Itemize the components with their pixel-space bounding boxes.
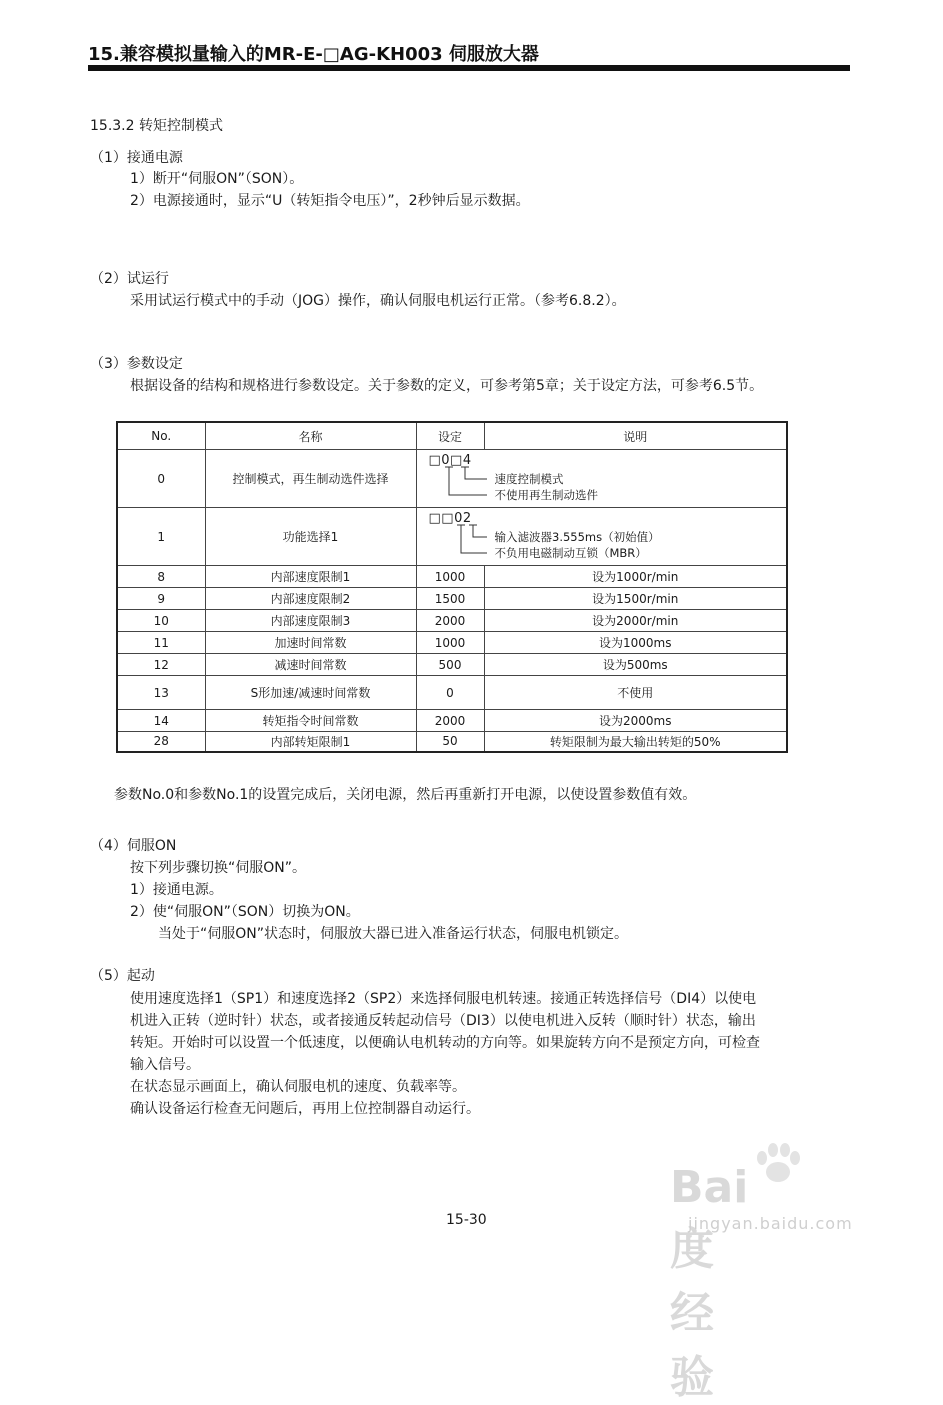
parameter-table: [116, 421, 788, 753]
cell-desc: 转矩限制为最大输出转矩的50%: [484, 732, 787, 752]
s4-subline: 当处于“伺服ON”状态时，伺服放大器已进入准备运行状态，伺服电机锁定。: [158, 926, 628, 942]
desc-line-2: 不使用再生制动选件: [494, 487, 598, 502]
table-note: 参数No.0和参数No.1的设置完成后，关闭电源，然后再重新打开电源，以使设置参数值有效。: [114, 787, 697, 803]
table-row: [117, 732, 787, 752]
s4-line-2: 1）接通电源。: [130, 882, 223, 898]
cell-name: 控制模式，再生制动选件选择: [205, 450, 416, 508]
s2-heading: （2）试运行: [90, 271, 169, 287]
cell-name: 功能选择1: [205, 508, 416, 566]
s5-line-3: 转矩。开始时可以设置一个低速度，以便确认电机转动的方向等。如果旋转方向不是预定方向，可检查: [130, 1035, 760, 1051]
cell-no: 0: [117, 450, 205, 508]
cell-desc: 设为1000ms: [484, 632, 787, 654]
cell-setting: 1000: [416, 566, 484, 588]
desc-line-2: 不负用电磁制动互锁（MBR）: [494, 545, 647, 560]
cell-no: 28: [117, 732, 205, 752]
s3-line-1: 根据设备的结构和规格进行参数设定。关于参数的定义，可参考第5章；关于设定方法，可参考6.5节。: [130, 378, 764, 394]
cell-desc: 设为1000r/min: [484, 566, 787, 588]
cell-setting: 50: [416, 732, 484, 752]
cell-no: 9: [117, 588, 205, 610]
cell-desc: 设为2000r/min: [484, 610, 787, 632]
cell-no: 14: [117, 710, 205, 732]
cell-name: S形加速/减速时间常数: [205, 676, 416, 710]
watermark-brand: Bai度经验: [670, 1162, 749, 1403]
s4-line-1: 按下列步骤切换“伺服ON”。: [130, 860, 306, 876]
cell-setting-diagram: [416, 450, 787, 508]
cell-desc: 设为500ms: [484, 654, 787, 676]
cell-setting: 0: [416, 676, 484, 710]
cell-no: 13: [117, 676, 205, 710]
s5-line-6: 确认设备运行检查无问题后，再用上位控制器自动运行。: [130, 1101, 480, 1117]
header-rule: [88, 65, 850, 71]
cell-no: 8: [117, 566, 205, 588]
s5-line-5: 在状态显示画面上，确认伺服电机的速度、负载率等。: [130, 1079, 466, 1095]
setting-code: □0□4: [428, 452, 472, 468]
cell-setting: 2000: [416, 610, 484, 632]
s1-heading: （1）接通电源: [90, 150, 183, 166]
s5-line-4: 输入信号。: [130, 1057, 200, 1073]
s4-line-3: 2）使“伺服ON”（SON）切换为ON。: [130, 904, 360, 920]
table-row: [117, 566, 787, 588]
bit-diagram: [417, 451, 787, 507]
cell-setting-diagram: [416, 508, 787, 566]
s5-line-2: 机进入正转（逆时针）状态，或者接通反转起动信号（DI3）以使电机进入反转（顺时针）状态，输出: [130, 1013, 756, 1029]
cell-name: 加速时间常数: [205, 632, 416, 654]
table-row: [117, 632, 787, 654]
table-row: [117, 508, 787, 566]
cell-name: 内部速度限制1: [205, 566, 416, 588]
cell-desc: 不使用: [484, 676, 787, 710]
table-row: [117, 676, 787, 710]
table-row: [117, 610, 787, 632]
cell-name: 内部速度限制3: [205, 610, 416, 632]
s2-line-1: 采用试运行模式中的手动（JOG）操作，确认伺服电机运行正常。（参考6.8.2）。: [130, 293, 626, 309]
cell-desc: 设为1500r/min: [484, 588, 787, 610]
page-header-title: 15.兼容模拟量输入的MR-E-□AG-KH003 伺服放大器: [88, 44, 539, 65]
cell-no: 10: [117, 610, 205, 632]
cell-no: 1: [117, 508, 205, 566]
table-row: [117, 654, 787, 676]
cell-no: 11: [117, 632, 205, 654]
bit-diagram-leaders: [417, 451, 797, 507]
table-row: [117, 588, 787, 610]
s5-heading: （5）起动: [90, 968, 155, 984]
s4-heading: （4）伺服ON: [90, 838, 177, 854]
paw-icon: [748, 1142, 808, 1186]
cell-name: 内部速度限制2: [205, 588, 416, 610]
s1-line-2: 2）电源接通时，显示“U（转矩指令电压）”，2秒钟后显示数据。: [130, 193, 530, 209]
header-name: 名称: [205, 422, 416, 450]
cell-no: 12: [117, 654, 205, 676]
section-title: 15.3.2 转矩控制模式: [90, 118, 223, 134]
table-row: [117, 450, 787, 508]
header-desc: 说明: [484, 422, 787, 450]
cell-name: 减速时间常数: [205, 654, 416, 676]
bit-diagram: [417, 509, 787, 565]
s3-heading: （3）参数设定: [90, 356, 183, 372]
cell-setting: 1000: [416, 632, 484, 654]
watermark-url: jingyan.baidu.com: [688, 1214, 853, 1233]
table-header-row: [117, 422, 787, 450]
s5-line-1: 使用速度选择1（SP1）和速度选择2（SP2）来选择伺服电机转速。接通正转选择信号（DI4）以使电: [130, 991, 757, 1007]
header-no: No.: [117, 422, 205, 450]
desc-line-1: 速度控制模式: [494, 471, 564, 486]
table-row: [117, 710, 787, 732]
header-setting: 设定: [416, 422, 484, 450]
page-number: 15-30: [446, 1212, 487, 1228]
cell-setting: 2000: [416, 710, 484, 732]
desc-line-1: 输入滤波器3.555ms（初始值）: [494, 529, 660, 544]
setting-code: □□02: [428, 510, 472, 526]
cell-name: 转矩指令时间常数: [205, 710, 416, 732]
cell-desc: 设为2000ms: [484, 710, 787, 732]
cell-setting: 500: [416, 654, 484, 676]
cell-setting: 1500: [416, 588, 484, 610]
cell-name: 内部转矩限制1: [205, 732, 416, 752]
s1-line-1: 1）断开“伺服ON”（SON）。: [130, 171, 304, 187]
